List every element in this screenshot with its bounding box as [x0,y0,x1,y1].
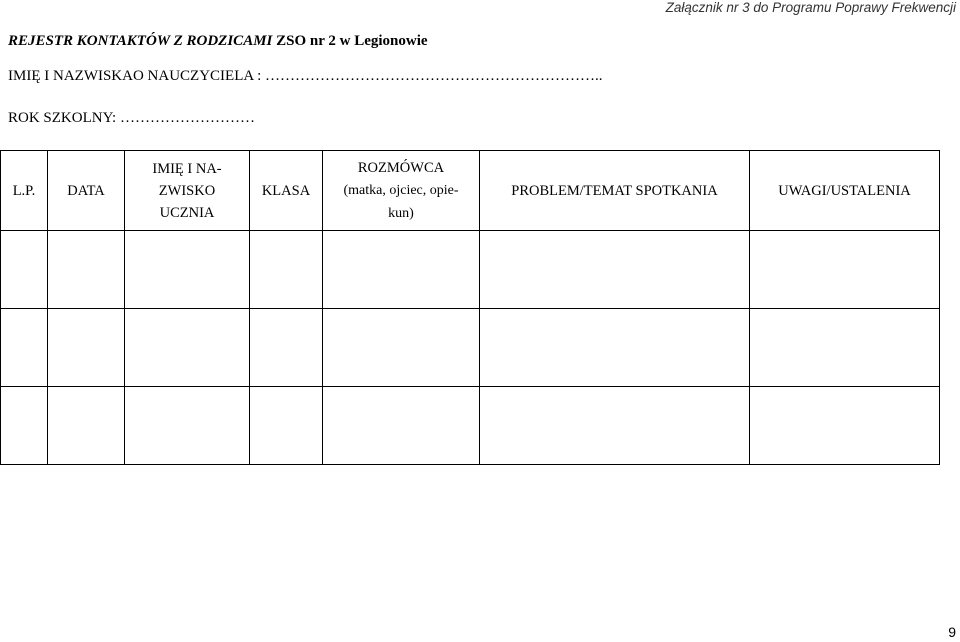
cell-interlocutor[interactable] [323,387,480,465]
teacher-name-line: IMIĘ I NAZWISKAO NAUCZYCIELA : ………………………………………………………….. [8,68,603,84]
col-student: IMIĘ I NA- ZWISKO UCZNIA [125,151,250,231]
cell-date[interactable] [48,231,125,309]
cell-interlocutor[interactable] [323,309,480,387]
col-lp: L.P. [1,151,48,231]
page-number: 9 [948,624,956,640]
cell-date[interactable] [48,309,125,387]
cell-notes[interactable] [750,387,940,465]
cell-class[interactable] [250,387,323,465]
col-topic: PROBLEM/TEMAT SPOTKANIA [480,151,750,231]
cell-date[interactable] [48,387,125,465]
table-row [1,387,940,465]
table-row [1,309,940,387]
cell-student[interactable] [125,309,250,387]
cell-lp[interactable] [1,387,48,465]
table-row [1,231,940,309]
cell-interlocutor[interactable] [323,231,480,309]
cell-student[interactable] [125,387,250,465]
cell-topic[interactable] [480,387,750,465]
cell-topic[interactable] [480,231,750,309]
col-notes: UWAGI/USTALENIA [750,151,940,231]
annex-note: Załącznik nr 3 do Programu Poprawy Frekwencji [665,0,956,15]
col-class: KLASA [250,151,323,231]
cell-lp[interactable] [1,309,48,387]
col-interlocutor: ROZMÓWCA (matka, ojciec, opie- kun) [323,151,480,231]
cell-notes[interactable] [750,309,940,387]
col-date: DATA [48,151,125,231]
title-school: ZSO nr 2 w Legionowie [272,33,428,49]
contacts-register-table [0,150,940,465]
cell-topic[interactable] [480,309,750,387]
school-year-line: ROK SZKOLNY: ……………………… [8,110,255,126]
cell-student[interactable] [125,231,250,309]
cell-class[interactable] [250,231,323,309]
document-title [8,33,428,50]
title-italic: REJESTR KONTAKTÓW Z RODZICAMI [8,33,273,49]
cell-notes[interactable] [750,231,940,309]
table-header-row [1,151,940,231]
cell-lp[interactable] [1,231,48,309]
cell-class[interactable] [250,309,323,387]
